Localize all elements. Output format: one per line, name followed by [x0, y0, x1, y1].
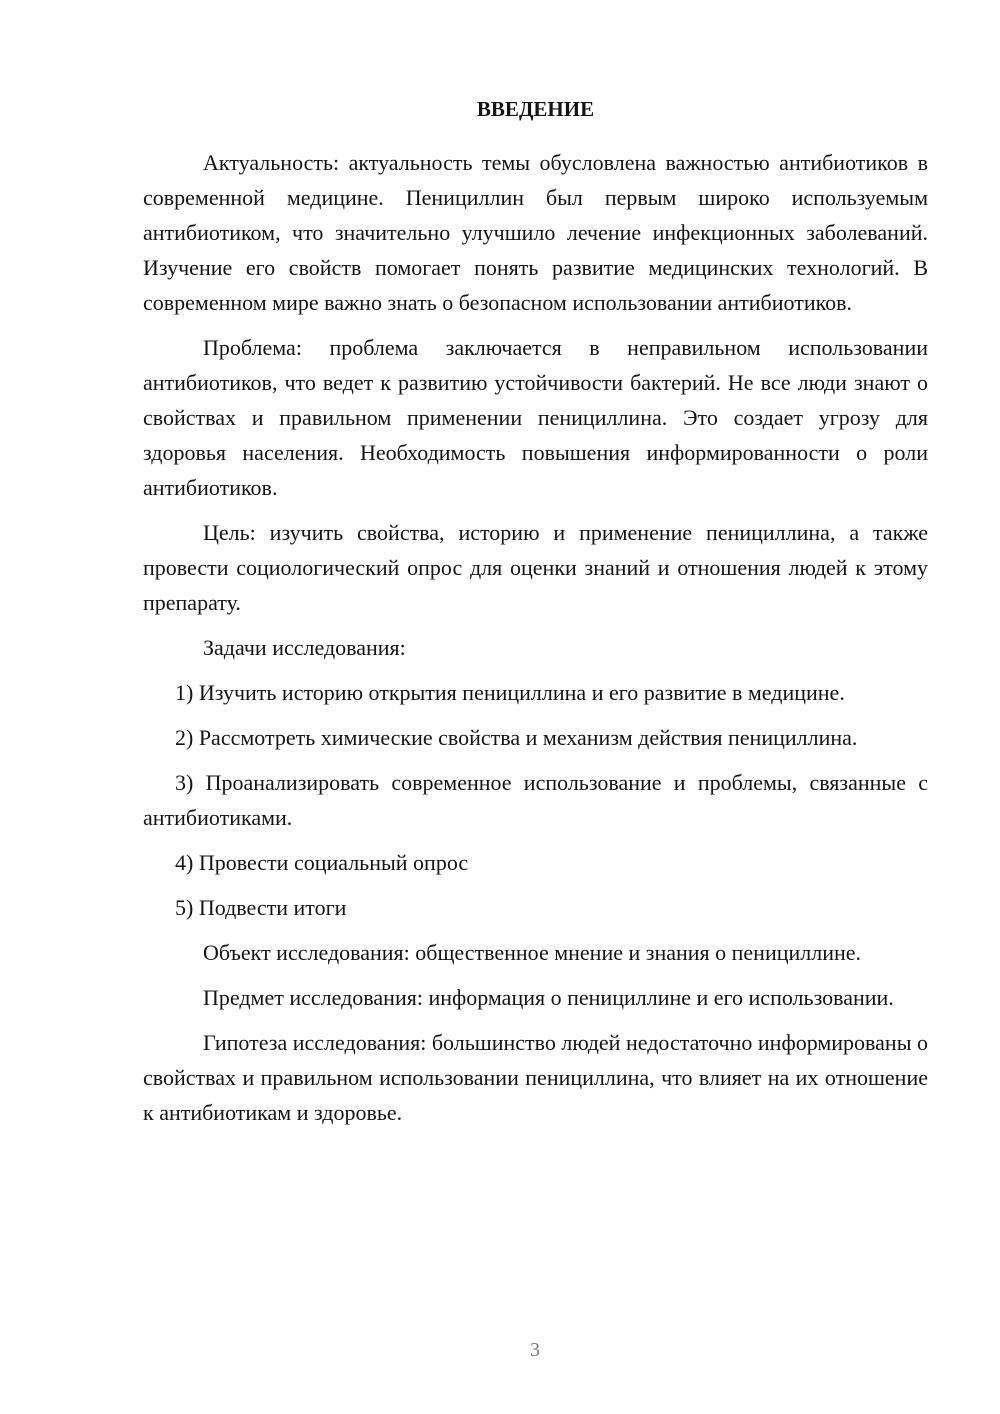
paragraph-goal: Цель: изучить свойства, историю и применение пенициллина, а также провести социологический опрос для оценки знаний и отношения людей к этому препарату.	[143, 520, 928, 615]
list-item: 3) Проанализировать современное использование и проблемы, связанные с антибиотиками.	[143, 770, 928, 830]
list-item: 2) Рассмотреть химические свойства и механизм действия пенициллина.	[175, 725, 858, 750]
list-item: 1) Изучить историю открытия пенициллина и его развитие в медицине.	[175, 680, 845, 705]
paragraph-hypothesis: Гипотеза исследования: большинство людей недостаточно информированы о свойствах и правильном использовании пенициллина, что влияет на их отношение к антибиотикам и здоровье.	[143, 1030, 928, 1125]
list-item: 4) Провести социальный опрос	[175, 850, 469, 875]
tasks-list	[143, 675, 928, 925]
page-content	[143, 92, 928, 1140]
list-item: 5) Подвести итоги	[175, 895, 347, 920]
paragraph-subject: Предмет исследования: информация о пенициллине и его использовании.	[203, 985, 894, 1010]
paragraph-relevance: Актуальность: актуальность темы обусловлена важностью антибиотиков в современной медицине. Пенициллин был первым широко используемым антибиотиком, что значительно улучшило лечение инфекционных заболеваний. Изучение его свойств помогает понять развитие медицинских технологий. В современном мире важно знать о безопасном использовании антибиотиков.	[143, 150, 928, 315]
page-number: 3	[530, 1339, 540, 1361]
paragraph-problem: Проблема: проблема заключается в неправильном использовании антибиотиков, что ведет к развитию устойчивости бактерий. Не все люди знают о свойствах и правильном применении пенициллина. Это создает угрозу для здоровья населения. Необходимость повышения информированности о роли антибиотиков.	[143, 335, 928, 500]
section-title: ВВЕДЕНИЕ	[476, 97, 595, 121]
tasks-heading: Задачи исследования:	[203, 635, 406, 660]
paragraph-object: Объект исследования: общественное мнение и знания о пенициллине.	[203, 940, 862, 965]
